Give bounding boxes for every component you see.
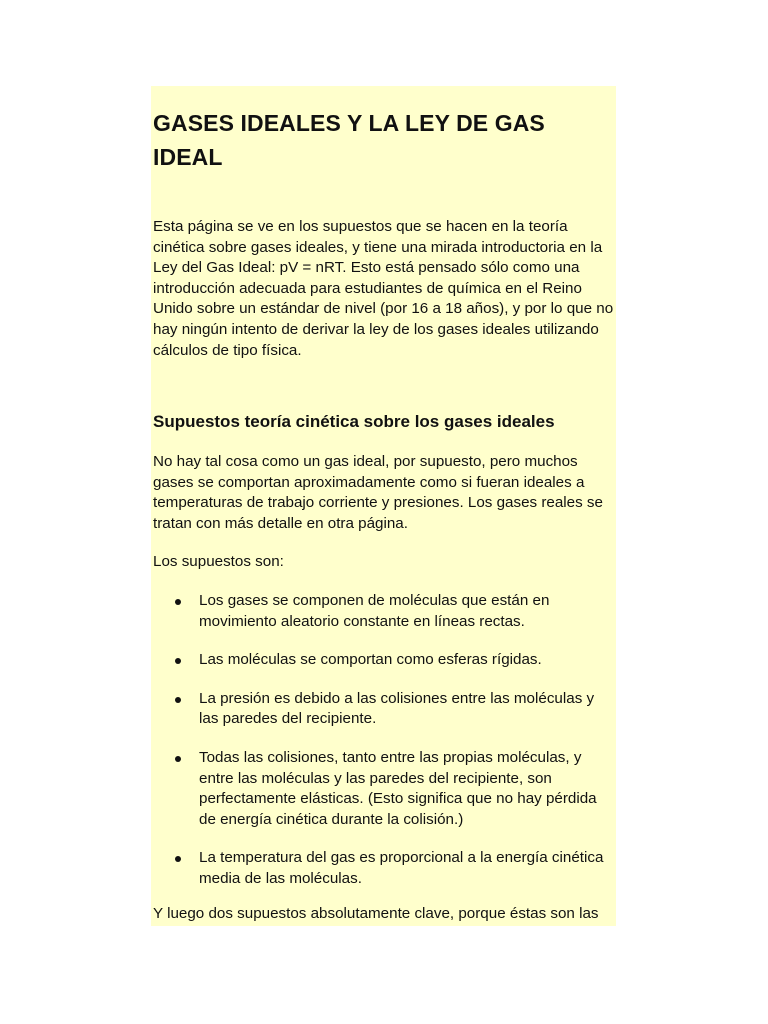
list-item bbox=[153, 591, 615, 632]
paragraph-ideal-gas: No hay tal cosa como un gas ideal, por supuesto, pero muchos gases se comportan aproximadamente como si fueran ideales a temperaturas de trabajo corriente y presiones. Los gases reales se tratan con más detalle en otra página. bbox=[153, 453, 603, 532]
paragraph-assumptions-intro: Los supuestos son: bbox=[153, 553, 284, 570]
page-title: GASES IDEALES Y LA LEY DE GAS IDEAL bbox=[153, 110, 545, 170]
assumptions-list bbox=[153, 591, 615, 908]
list-item-text: Todas las colisiones, tanto entre las propias moléculas, y entre las moléculas y las paredes del recipiente, son perfectamente elásticas. (Esto significa que no hay pérdida de energía cinética durante la colisión.) bbox=[199, 748, 597, 828]
list-item bbox=[153, 650, 615, 671]
bullet-icon bbox=[175, 658, 181, 664]
list-item-text: Las moléculas se comportan como esferas rígidas. bbox=[199, 651, 542, 669]
bullet-icon bbox=[175, 599, 181, 605]
list-item bbox=[153, 748, 615, 830]
intro-paragraph: Esta página se ve en los supuestos que se hacen en la teoría cinética sobre gases ideales, y tiene una mirada introductoria en la Ley del Gas Ideal: pV = nRT. Esto está pensado sólo como una introducción adecuada para estudiantes de química en el Reino Unido sobre un estándar de nivel (por 16 a 18 años), y por lo que no hay ningún intento de derivar la ley de los gases ideales utilizando cálculos de tipo física. bbox=[153, 218, 614, 359]
list-item bbox=[153, 848, 615, 889]
list-item-text: La temperatura del gas es proporcional a la energía cinética media de las moléculas. bbox=[199, 849, 604, 887]
section-heading: Supuestos teoría cinética sobre los gases ideales bbox=[153, 412, 555, 431]
bullet-icon bbox=[175, 856, 181, 862]
list-item-text: Los gases se componen de moléculas que están en movimiento aleatorio constante en líneas rectas. bbox=[199, 592, 550, 630]
document-page bbox=[151, 86, 616, 926]
bullet-icon bbox=[175, 756, 181, 762]
list-item bbox=[153, 689, 615, 730]
bullet-icon bbox=[175, 697, 181, 703]
list-item-text: La presión es debido a las colisiones entre las moléculas y las paredes del recipiente. bbox=[199, 689, 595, 728]
paragraph-key-assumptions: Y luego dos supuestos absolutamente clave, porque éstas son las bbox=[153, 905, 599, 922]
